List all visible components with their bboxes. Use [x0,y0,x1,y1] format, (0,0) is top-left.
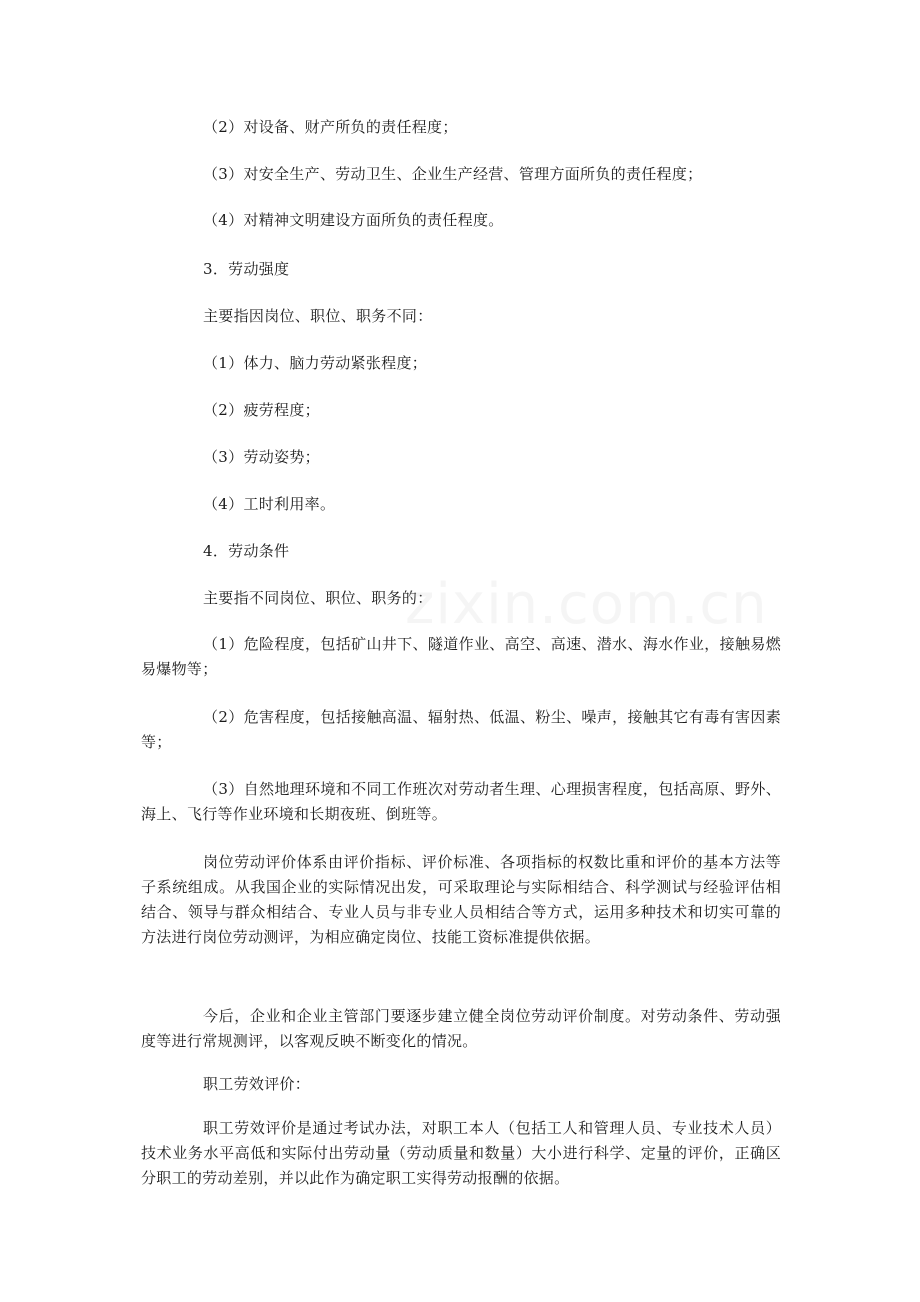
list-paragraph [141,632,781,682]
body-paragraph [141,850,781,950]
list-item: （2）对设备、财产所负的责任程度； [203,118,458,136]
paragraph-text: 职工劳效评价是通过考试办法，对职工本人（包括工人和管理人员、专业技术人员）技术业务水平高低和实际付出劳动量（劳动质量和数量）大小进行科学、定量的评价，正确区分职工的劳动差别，并以此作为确定职工实得劳动报酬的依据。 [141,1119,781,1187]
body-paragraph [141,1004,781,1054]
paragraph-text: （3）自然地理环境和不同工作班次对劳动者生理、心理损害程度，包括高原、野外、海上、飞行等作业环境和长期夜班、倒班等。 [141,780,781,823]
section-intro: 主要指因岗位、职位、职务不同： [203,307,433,325]
paragraph-text: （1）危险程度，包括矿山井下、隧道作业、高空、高速、潜水、海水作业，接触易燃易爆物等； [141,635,781,678]
list-item: （3）对安全生产、劳动卫生、企业生产经营、管理方面所负的责任程度； [203,165,703,183]
subheading: 职工劳效评价： [203,1075,311,1093]
list-paragraph [141,777,781,827]
list-paragraph [141,705,781,755]
list-item: （4）工时利用率。 [203,495,336,513]
list-item: （4）对精神文明建设方面所负的责任程度。 [203,211,504,229]
paragraph-text: 岗位劳动评价体系由评价指标、评价标准、各项指标的权数比重和评价的基本方法等子系统组成。从我国企业的实际情况出发，可采取理论与实际相结合、科学测试与经验评估相结合、领导与群众相结合、专业人员与非专业人员相结合等方式，运用多种技术和切实可靠的方法进行岗位劳动测评，为相应确定岗位、技能工资标准提供依据。 [141,853,781,946]
section-heading: 4．劳动条件 [203,542,290,560]
list-item: （2）疲劳程度； [203,401,320,419]
list-item: （1）体力、脑力劳动紧张程度； [203,354,428,372]
section-heading: 3．劳动强度 [203,260,290,278]
paragraph-text: 今后，企业和企业主管部门要逐步建立健全岗位劳动评价制度。对劳动条件、劳动强度等进行常规测评，以客观反映不断变化的情况。 [141,1007,781,1050]
list-item: （3）劳动姿势； [203,448,320,466]
body-paragraph [141,1116,781,1191]
watermark: zixin.com.cn [405,572,768,637]
paragraph-text: （2）危害程度，包括接触高温、辐射热、低温、粉尘、噪声，接触其它有毒有害因素等； [141,708,781,751]
section-intro: 主要指不同岗位、职位、职务的： [203,589,433,607]
